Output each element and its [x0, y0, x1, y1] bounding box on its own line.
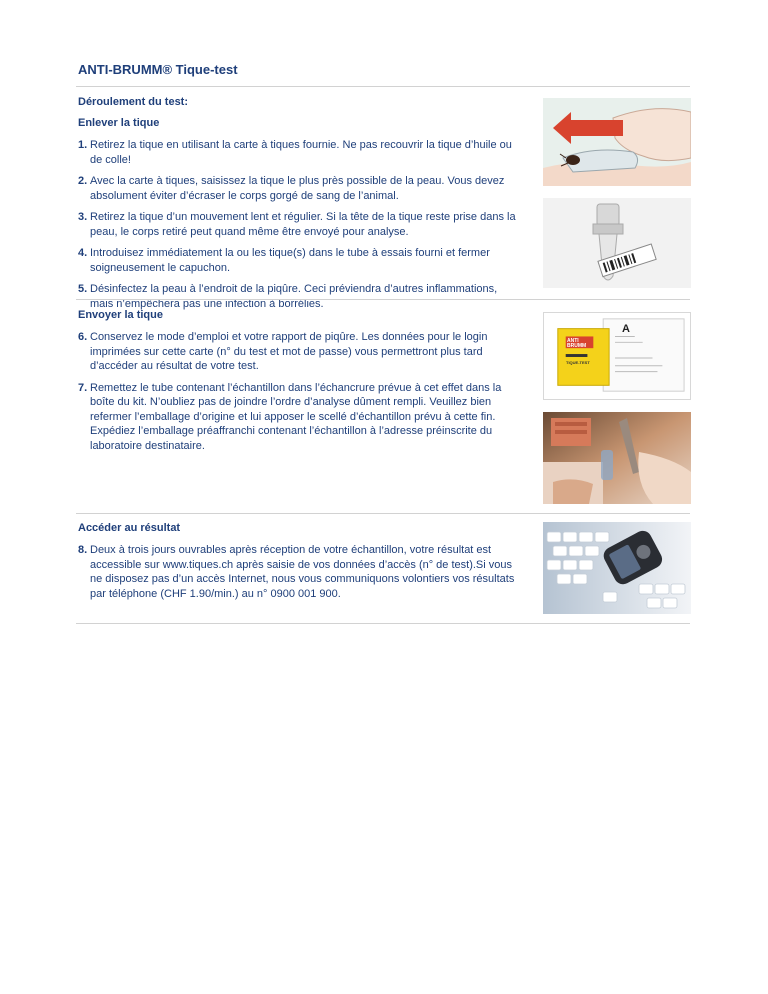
- divider: [76, 299, 690, 300]
- phone-keyboard-photo: [543, 522, 691, 614]
- divider: [76, 86, 690, 87]
- box-brand-label: ANTI BRUMM: [567, 338, 587, 349]
- step-number: 5.: [78, 283, 88, 295]
- section-remove-tick: [78, 96, 518, 318]
- step-text: Désinfectez la peau à l’endroit de la piqûre. Ceci préviendra d’autres inflammations, mais n’empêchera pas une infection à borrélies.: [90, 283, 498, 310]
- test-tube-icon: [543, 198, 691, 288]
- step-number: 3.: [78, 211, 88, 223]
- step-text: Introduisez immédiatement la ou les tique(s) dans le tube à essais fourni et fermer soigneusement le capuchon.: [90, 247, 490, 274]
- step-text: Retirez la tique en utilisant la carte à tiques fournie. Ne pas recouvrir la tique d’huile ou de colle!: [90, 139, 512, 166]
- step-number: 4.: [78, 247, 88, 259]
- step-text: Deux à trois jours ouvrables après réception de votre échantillon, votre résultat est accessible sur www.tiques.ch après saisie de vos données d’accès (n° de test).Si vous ne disposez pas d’un accès Internet, nous vous communiquons volontiers vos résultats par téléphone (CHF 1.90/min.) au n° 0900 001 900.: [90, 544, 515, 600]
- tick-removal-illustration: [543, 98, 691, 186]
- section-heading: Envoyer la tique: [78, 309, 163, 321]
- step-item: [78, 282, 518, 311]
- box-letter-label: A: [622, 323, 630, 335]
- step-item: [78, 330, 518, 374]
- step-text: Remettez le tube contenant l’échantillon dans l’échancrure prévue à cet effet dans la boîte du kit. N’oubliez pas de joindre l’ordre d’analyse dûment rempli. Veuillez bien refermer l’emballage d’origine et lui apposer le scellé d’échantillon prévu à cette fin. Expédiez l’emballage préaffranchi contenant l’échantillon à l’adresse préinscrite du laboratoire destinataire.: [90, 381, 502, 452]
- step-item: [78, 246, 518, 275]
- step-item: [78, 138, 518, 167]
- divider: [76, 513, 690, 514]
- test-kit-box-icon: [544, 313, 690, 399]
- step-item: [78, 210, 518, 239]
- document-title: ANTI-BRUMM® Tique-test: [78, 62, 238, 77]
- step-number: 1.: [78, 139, 88, 151]
- test-tube-photo: [543, 198, 691, 288]
- step-item: [78, 381, 518, 454]
- step-number: 2.: [78, 175, 88, 187]
- step-item: [78, 543, 518, 601]
- section-heading: Accéder au résultat: [78, 522, 181, 534]
- procedure-heading: Déroulement du test:: [78, 96, 189, 108]
- step-item: [78, 174, 518, 203]
- step-text: Conservez le mode d’emploi et votre rapport de piqûre. Les données pour le login imprimées sur cette carte (n° du test et mot de passe) vous permettront plus tard d’accéder au résultat de votre test.: [90, 331, 488, 372]
- step-number: 6.: [78, 331, 88, 343]
- section-send-tick: [78, 309, 518, 460]
- laboratory-photo: [543, 412, 691, 504]
- section-heading: Enlever la tique: [78, 117, 160, 129]
- step-number: 8.: [78, 544, 88, 556]
- step-number: 7.: [78, 381, 88, 394]
- laboratory-icon: [543, 412, 691, 504]
- test-kit-box-photo: [543, 312, 691, 400]
- step-text: Retirez la tique d’un mouvement lent et régulier. Si la tête de la tique reste prise dans la peau, le corps retiré peut quand même être envoyé pour analyse.: [90, 211, 516, 238]
- box-product-label: TIQUE-TEST: [566, 360, 590, 365]
- phone-keyboard-icon: [543, 522, 691, 614]
- step-text: Avec la carte à tiques, saisissez la tique le plus près possible de la peau. Vous devez absolument éviter d’écraser le corps gorgé de sang de l’animal.: [90, 175, 505, 202]
- section-access-result: [78, 522, 518, 608]
- tick-removal-icon: [543, 98, 691, 186]
- divider: [76, 623, 690, 624]
